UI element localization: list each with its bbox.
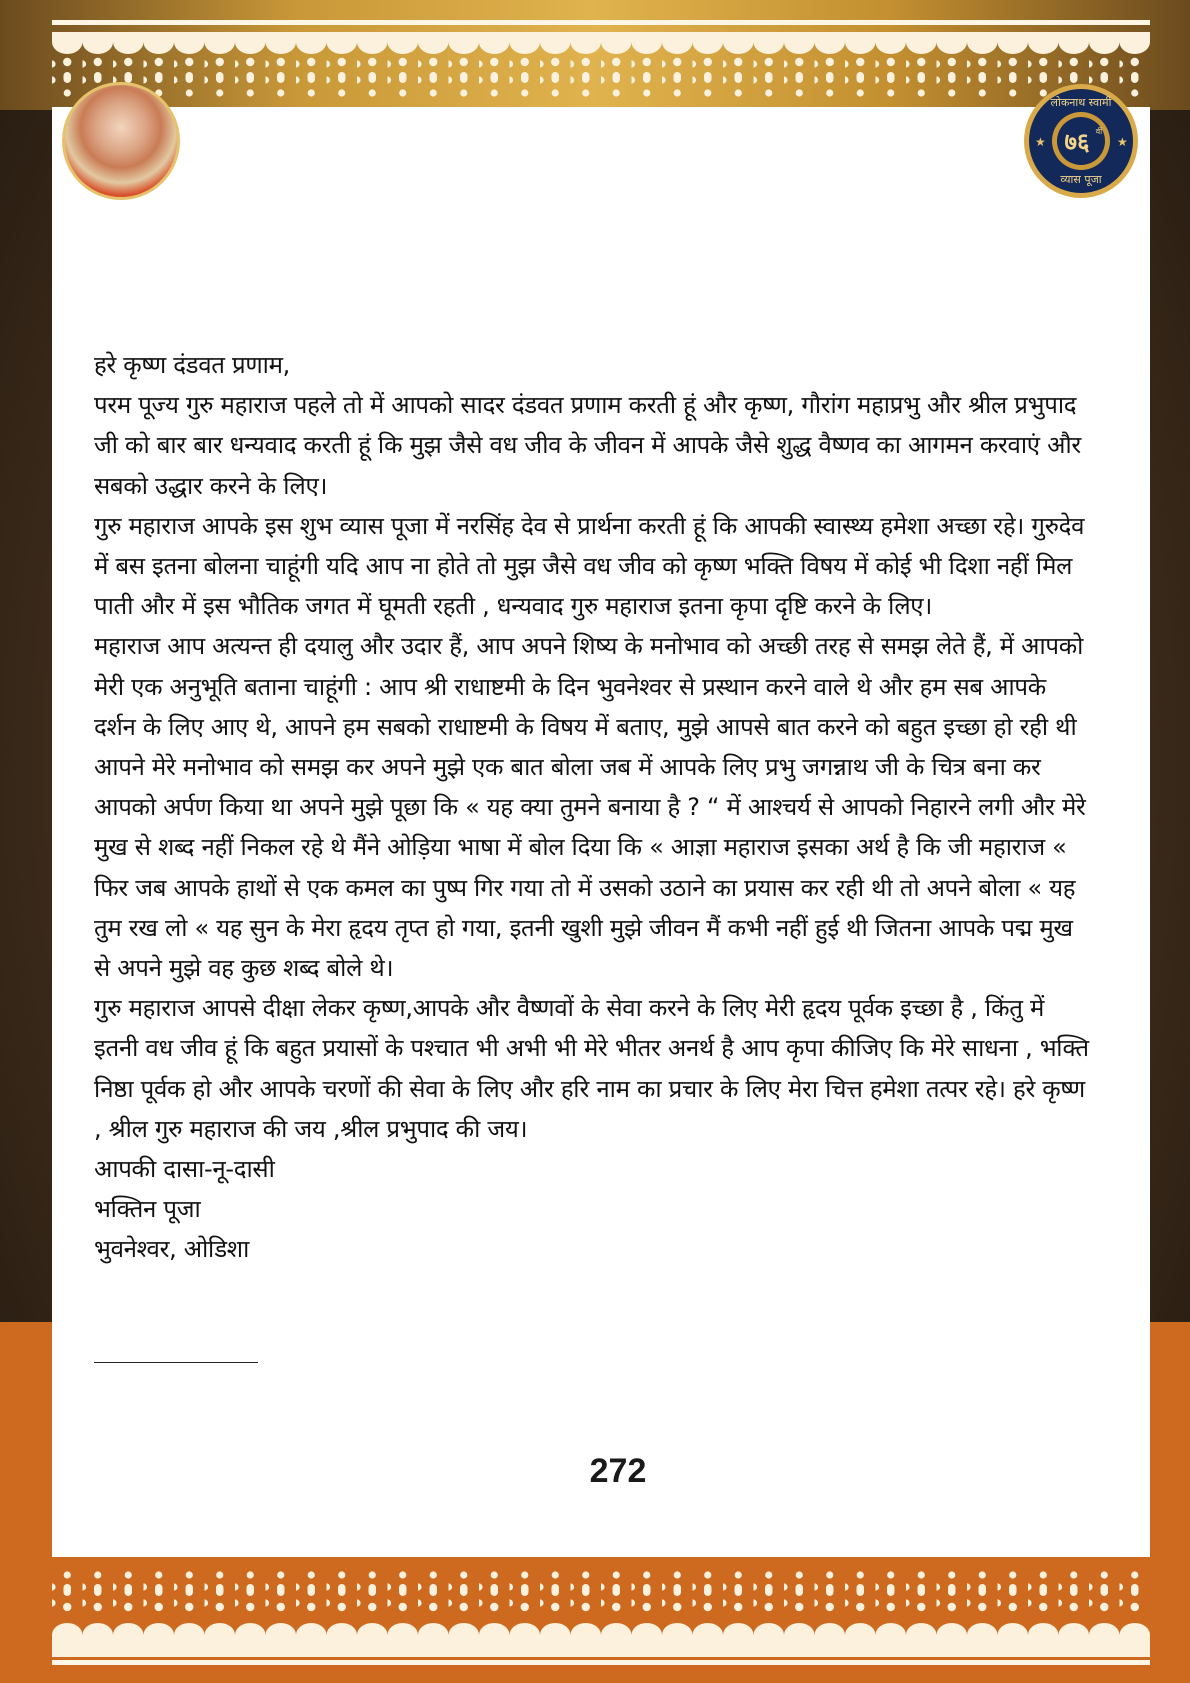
badge-number-suffix: वीं <box>1095 127 1103 136</box>
bottom-border-line <box>52 1660 1150 1665</box>
bottom-scallop-ornament <box>52 1557 1150 1657</box>
letter-sender-location: भुवनेश्वर, ओडिशा <box>94 1235 249 1264</box>
top-scallop-ornament <box>52 32 1150 108</box>
badge-top-text: लोकनाथ स्वामी <box>1050 96 1112 109</box>
page-number: 272 <box>589 1452 647 1490</box>
letter-greeting: हरे कृष्ण दंडवत प्रणाम, <box>94 351 290 379</box>
letter-paragraph: परम पूज्य गुरु महाराज पहले तो में आपको सादर दंडवत प्रणाम करती हूं और कृष्ण, गौरांग महाप्रभु और श्रील प्रभुपाद जी को बार बार धन्यवाद करती हूं कि मुझ जैसे वध जीव के जीवन में आपके जैसे शुद्ध वैष्णव का आगमन करवाएं और सबको उद्धार करने के लिए। <box>94 391 1081 500</box>
vyas-puja-badge <box>1022 82 1140 200</box>
letter-closing: आपकी दासा-नू-दासी <box>94 1155 275 1184</box>
top-border-line <box>52 20 1150 25</box>
signature-divider <box>94 1362 258 1363</box>
badge-bottom-text: व्यास पूजा <box>1060 173 1102 186</box>
letter-sender-name: भक्तिन पूजा <box>94 1195 201 1224</box>
letter-paragraph: महाराज आप अत्यन्त ही दयालु और उदार हैं, आप अपने शिष्य के मनोभाव को अच्छी तरह से समझ लेते हैं, में आपको मेरी एक अनुभूति बताना चाहूंगी : आप श्री राधाष्टमी के दिन भुवनेश्वर से प्रस्थान करने वाले थे और हम सब आपके दर्शन के लिए आए थे, आपने हम सबको राधाष्टमी के विषय में बताए, मुझे आपसे बात करने को बहुत इच्छा हो रही थी आपने मेरे मनोभाव को समझ कर अपने मुझे एक बात बोला जब में आपके लिए प्रभु जगन्नाथ जी के चित्र बना कर आपको अर्पण किया था अपने मुझे पूछा कि « यह क्या तुमने बनाया है ? “ में आश्चर्य से आपको निहारने लगी और मेरे मुख से शब्द नहीं निकल रहे थे मैंने ओड़िया भाषा में बोल दिया कि « आज्ञा महाराज इसका अर्थ है कि जी महाराज « फिर जब आपके हाथों से एक कमल का पुष्प गिर गया तो में उसको उठाने का प्रयास कर रही थी तो अपने बोला « यह तुम रख लो « यह सुन के मेरा हृदय तृप्त हो गया, इतनी खुशी मुझे जीवन मैं कभी नहीं हुई थी जितना आपके पद्म मुख से अपने मुझे वह कुछ शब्द बोले थे। <box>94 632 1086 983</box>
badge-star-left-icon: ★ <box>1035 135 1046 149</box>
badge-number: ७६ <box>1064 128 1090 156</box>
letter-body <box>94 345 1094 1270</box>
letter-paragraph: गुरु महाराज आपसे दीक्षा लेकर कृष्ण,आपके और वैष्णवों के सेवा करने के लिए मेरी हृदय पूर्वक इच्छा है , किंतु में इतनी वध जीव हूं कि बहुत प्रयासों के पश्चात भी अभी भी मेरे भीतर अनर्थ है आप कृपा कीजिए कि मेरे साधना , भक्ति निष्ठा पूर्वक हो और आपके चरणों की सेवा के लिए और हरि नाम का प्रचार के लिए मेरा चित्त हमेशा तत्पर रहे। हरे कृष्ण , श्रील गुरु महाराज की जय ,श्रील प्रभुपाद की जय। <box>94 994 1089 1143</box>
badge-star-right-icon: ★ <box>1117 135 1128 149</box>
guru-portrait-photo <box>62 82 180 200</box>
letter-paragraph: गुरु महाराज आपके इस शुभ व्यास पूजा में नरसिंह देव से प्रार्थना करती हूं कि आपकी स्वास्थ्य हमेशा अच्छा रहे। गुरुदेव में बस इतना बोलना चाहूंगी यदि आप ना होते तो मुझ जैसे वध जीव को कृष्ण भक्ति विषय में कोई भी दिशा नहीं मिल पाती और में इस भौतिक जगत में घूमती रहती , धन्यवाद गुरु महाराज इतना कृपा दृष्टि करने के लिए। <box>94 511 1085 621</box>
